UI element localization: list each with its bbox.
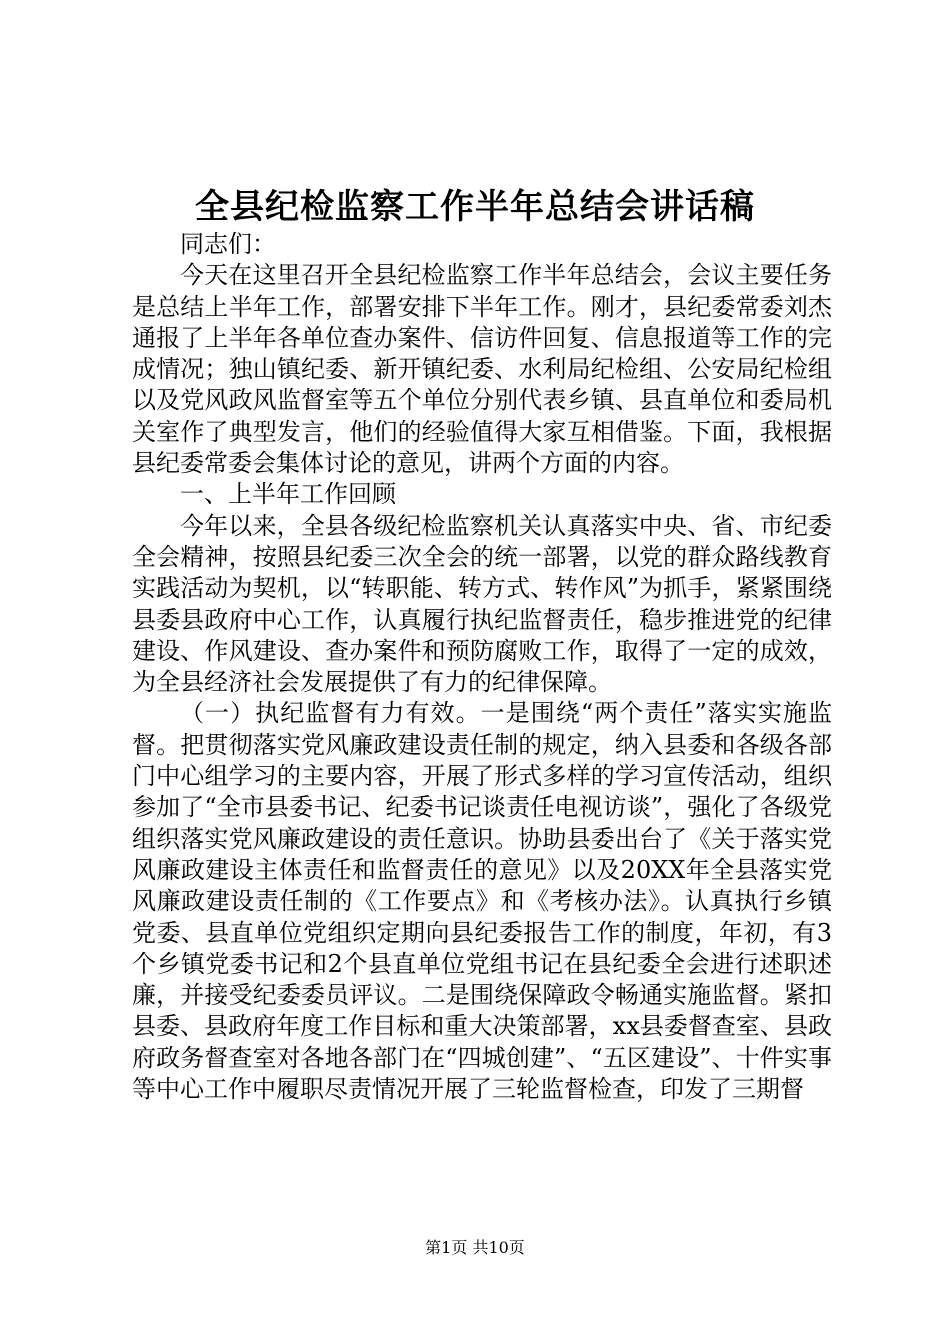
paragraph-supervision: （一）执纪监督有力有效。一是围绕“两个责任”落实实施监督。把贯彻落实党风廉政建设责任制的规定，纳入县委和各级各部门中心组学习的主要内容，开展了形式多样的学习宣传活动，组织参加了“全市县委书记、纪委书记谈责任电视访谈”，强化了各级党组织落实党风廉政建设的责任意识。协助县委出台了《关于落实党风廉政建设主体责任和监督责任的意见》以及20XX年全县落实党风廉政建设责任制的《工作要点》和《考核办法》。认真执行乡镇党委、县直单位党组织定期向县纪委报告工作的制度，年初，有3个乡镇党委书记和2个县直单位党组书记在县纪委全会进行述职述廉，并接受纪委委员评议。二是围绕保障政令畅通实施监督。紧扣县委、县政府年度工作目标和重大决策部署，xx县委督查室、县政府政务督查室对各地各部门在“四城创建”、“五区建设”、十件实事等中心工作中履职尽责情况开展了三轮监督检查，印发了三期督	[132, 699, 832, 1104]
section-heading: 一、上半年工作回顾	[180, 480, 396, 509]
document-body	[132, 229, 832, 1105]
paragraph-review: 今年以来，全县各级纪检监察机关认真落实中央、省、市纪委全会精神，按照县纪委三次全会的统一部署，以党的群众路线教育实践活动为契机，以“转职能、转方式、转作风”为抓手，紧紧围绕县委县政府中心工作，认真履行执纪监督责任，稳步推进党的纪律建设、作风建设、查办案件和预防腐败工作，取得了一定的成效，为全县经济社会发展提供了有力的纪律保障。	[132, 511, 832, 697]
page-footer: 第1页 共10页	[425, 1238, 525, 1257]
paragraph-intro: 今天在这里召开全县纪检监察工作半年总结会，会议主要任务是总结上半年工作，部署安排下半年工作。刚才，县纪委常委刘杰通报了上半年各单位查办案件、信访件回复、信息报道等工作的完成情况；独山镇纪委、新开镇纪委、水利局纪检组、公安局纪检组以及党风政风监督室等五个单位分别代表乡镇、县直单位和委局机关室作了典型发言，他们的经验值得大家互相借鉴。下面，我根据县纪委常委会集体讨论的意见，讲两个方面的内容。	[132, 261, 832, 478]
paragraph-salutation: 同志们：	[180, 230, 276, 258]
document-title: 全县纪检监察工作半年总结会讲话稿	[195, 187, 755, 227]
